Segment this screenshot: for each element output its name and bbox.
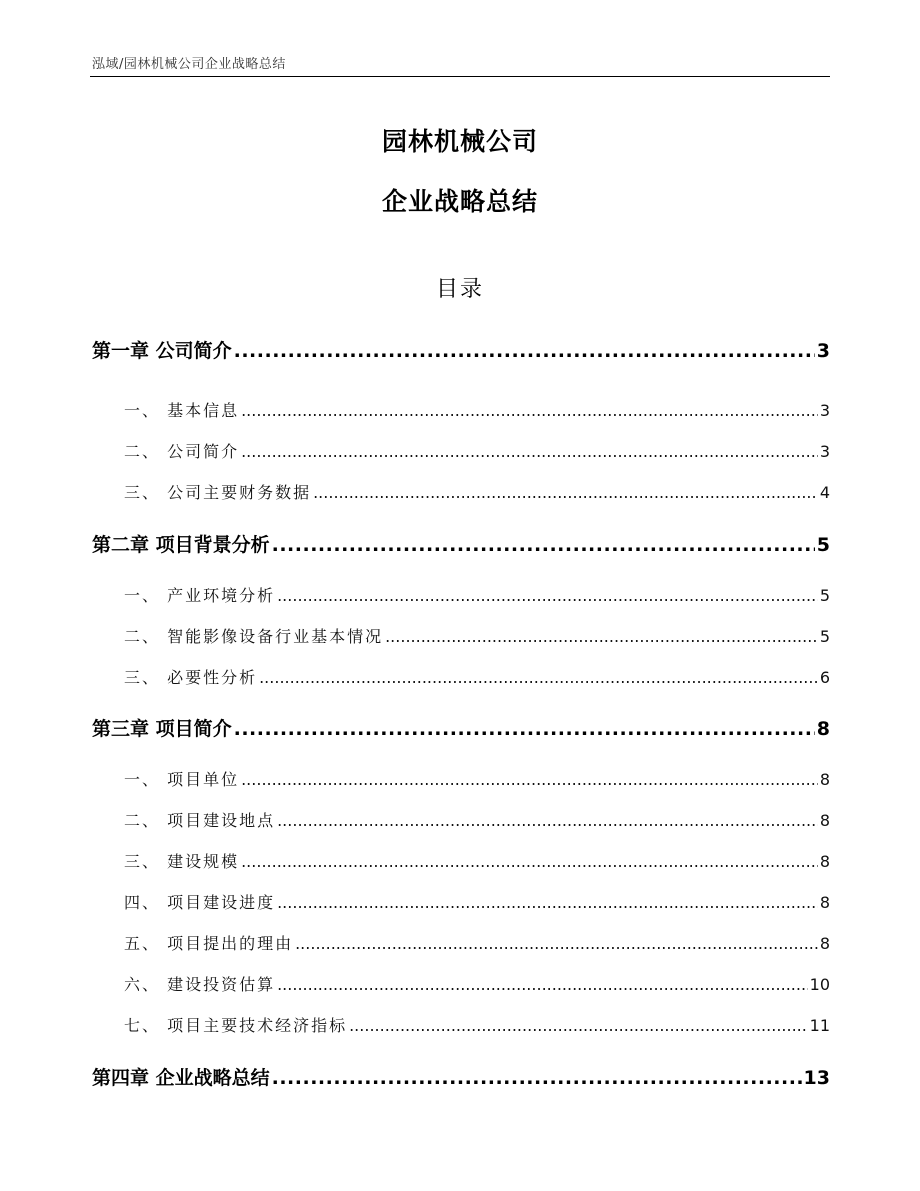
- toc-chapter-4[interactable]: [92, 1063, 830, 1090]
- toc-page-number: 5: [819, 627, 830, 646]
- toc-entry-label: 二、 项目建设地点: [124, 811, 276, 830]
- toc-page-number: 5: [816, 534, 830, 556]
- toc-chapter-2[interactable]: [92, 530, 830, 557]
- toc-section-3-3[interactable]: [92, 849, 830, 872]
- toc-dot-leader: [277, 893, 818, 912]
- toc-entry-label: 六、 建设投资估算: [124, 975, 276, 994]
- toc-entry-label: 第四章 企业战略总结: [92, 1067, 270, 1089]
- toc-section-1-3[interactable]: [92, 480, 830, 503]
- toc-entry-label: 一、 基本信息: [124, 401, 240, 420]
- toc-page-number: 8: [819, 934, 830, 953]
- toc-entry-label: 三、 建设规模: [124, 852, 240, 871]
- toc-dot-leader: [241, 852, 818, 871]
- toc-heading: 目录: [435, 277, 484, 302]
- toc-page-number: 3: [816, 340, 830, 362]
- toc-dot-leader: [277, 586, 818, 605]
- toc-entry-label: 二、 公司简介: [124, 442, 240, 461]
- toc-entry-label: 三、 公司主要财务数据: [124, 483, 312, 502]
- toc-page-number: 8: [819, 852, 830, 871]
- toc-section-2-2[interactable]: [92, 624, 830, 647]
- toc-page-number: 8: [819, 811, 830, 830]
- toc-entry-label: 五、 项目提出的理由: [124, 934, 294, 953]
- toc-page-number: 10: [809, 975, 830, 994]
- toc-section-2-1[interactable]: [92, 583, 830, 606]
- toc-section-3-5[interactable]: [92, 931, 830, 954]
- toc-dot-leader: [385, 627, 818, 646]
- toc-dot-leader: [259, 668, 818, 687]
- toc-entry-label: 一、 产业环境分析: [124, 586, 276, 605]
- toc-page-number: 3: [819, 401, 830, 420]
- toc-section-3-1[interactable]: [92, 767, 830, 790]
- header-rule: [90, 76, 830, 77]
- toc-dot-leader: [349, 1016, 808, 1035]
- toc-dot-leader: [241, 401, 818, 420]
- document-subtitle: 企业战略总结: [381, 187, 538, 216]
- toc-section-1-2[interactable]: [92, 439, 830, 462]
- toc-dot-leader: [272, 1067, 802, 1089]
- toc-page-number: 4: [819, 483, 830, 502]
- toc-dot-leader: [295, 934, 818, 953]
- toc-page-number: 11: [809, 1016, 830, 1035]
- toc-section-3-7[interactable]: [92, 1013, 830, 1036]
- toc-page-number: 13: [803, 1067, 830, 1089]
- toc-page-number: 8: [819, 770, 830, 789]
- toc-section-2-3[interactable]: [92, 665, 830, 688]
- toc-dot-leader: [241, 770, 818, 789]
- toc-dot-leader: [277, 975, 808, 994]
- toc-chapter-1[interactable]: [92, 336, 830, 363]
- toc-dot-leader: [313, 483, 818, 502]
- toc-entry-label: 第一章 公司简介: [92, 340, 232, 362]
- toc-page-number: 5: [819, 586, 830, 605]
- toc-entry-label: 第二章 项目背景分析: [92, 534, 270, 556]
- toc-chapter-3[interactable]: [92, 714, 830, 741]
- toc-dot-leader: [241, 442, 818, 461]
- toc-section-3-6[interactable]: [92, 972, 830, 995]
- toc-dot-leader: [272, 534, 815, 556]
- toc-dot-leader: [234, 340, 815, 362]
- running-header: 泓域/园林机械公司企业战略总结: [92, 57, 286, 72]
- toc-dot-leader: [234, 718, 815, 740]
- toc-entry-label: 七、 项目主要技术经济指标: [124, 1016, 348, 1035]
- toc-dot-leader: [277, 811, 818, 830]
- toc-section-3-4[interactable]: [92, 890, 830, 913]
- toc-section-3-2[interactable]: [92, 808, 830, 831]
- toc-page-number: 3: [819, 442, 830, 461]
- toc-entry-label: 第三章 项目简介: [92, 718, 232, 740]
- document-title: 园林机械公司: [381, 127, 538, 156]
- toc-section-1-1[interactable]: [92, 398, 830, 421]
- toc-entry-label: 四、 项目建设进度: [124, 893, 276, 912]
- toc-entry-label: 一、 项目单位: [124, 770, 240, 789]
- toc-page-number: 6: [819, 668, 830, 687]
- toc-entry-label: 二、 智能影像设备行业基本情况: [124, 627, 384, 646]
- toc-entry-label: 三、 必要性分析: [124, 668, 258, 687]
- toc-page-number: 8: [819, 893, 830, 912]
- toc-page-number: 8: [816, 718, 830, 740]
